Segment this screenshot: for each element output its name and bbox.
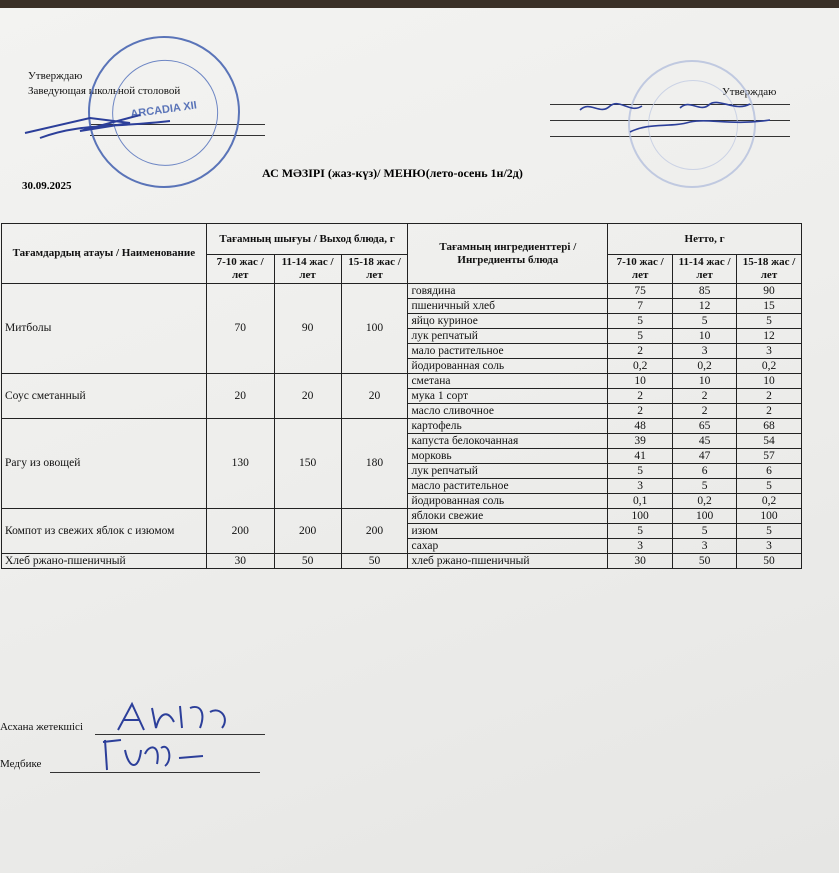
ingredient-netto-cell: 5: [737, 314, 802, 329]
ingredient-name-cell: яйцо куриное: [408, 314, 608, 329]
dish-output-cell: 150: [274, 419, 341, 509]
ingredient-name-cell: мука 1 сорт: [408, 389, 608, 404]
ingredient-netto-cell: 47: [673, 449, 737, 464]
ingredient-netto-cell: 5: [608, 464, 673, 479]
ingredient-netto-cell: 0,2: [673, 494, 737, 509]
dish-name-cell: Компот из свежих яблок с изюмом: [2, 509, 207, 554]
ingredient-netto-cell: 68: [737, 419, 802, 434]
document-title: АС МӘЗІРІ (жаз-күз)/ МЕНЮ(лето-осень 1н/2д): [262, 166, 523, 180]
ingredient-netto-cell: 5: [673, 314, 737, 329]
ingredient-name-cell: хлеб ржано-пшеничный: [408, 554, 608, 569]
header-output-age3: 15-18 жас / лет: [341, 255, 408, 284]
table-row: [2, 374, 802, 389]
ingredient-name-cell: йодированная соль: [408, 494, 608, 509]
left-approval-line1: Утверждаю: [28, 70, 83, 82]
ingredient-netto-cell: 0,2: [737, 359, 802, 374]
ingredient-name-cell: лук репчатый: [408, 464, 608, 479]
dish-output-cell: 30: [206, 554, 274, 569]
school-stamp: [78, 26, 250, 198]
dish-output-cell: 50: [274, 554, 341, 569]
ingredient-netto-cell: 2: [673, 389, 737, 404]
ingredient-netto-cell: 5: [608, 314, 673, 329]
dish-name-cell: Хлеб ржано-пшеничный: [2, 554, 207, 569]
header-netto-age1: 7-10 жас / лет: [608, 255, 673, 284]
ingredient-name-cell: яблоки свежие: [408, 509, 608, 524]
ingredient-netto-cell: 48: [608, 419, 673, 434]
header-ingredients: Тағамның ингредиенттері / Ингредиенты блюда: [408, 224, 608, 284]
ingredient-netto-cell: 3: [608, 479, 673, 494]
ingredient-netto-cell: 12: [673, 299, 737, 314]
ingredient-name-cell: сахар: [408, 539, 608, 554]
dish-output-cell: 50: [341, 554, 408, 569]
ingredient-netto-cell: 75: [608, 284, 673, 299]
dish-output-cell: 70: [206, 284, 274, 374]
ingredient-netto-cell: 65: [673, 419, 737, 434]
ingredient-netto-cell: 2: [673, 404, 737, 419]
ingredient-netto-cell: 100: [608, 509, 673, 524]
ingredient-netto-cell: 10: [608, 374, 673, 389]
header-output-age2: 11-14 жас / лет: [274, 255, 341, 284]
ingredient-netto-cell: 2: [608, 404, 673, 419]
ingredient-netto-cell: 0,2: [673, 359, 737, 374]
ingredient-netto-cell: 39: [608, 434, 673, 449]
cook-signature: [110, 698, 250, 738]
table-row: [2, 509, 802, 524]
dish-output-cell: 180: [341, 419, 408, 509]
ingredient-netto-cell: 5: [737, 524, 802, 539]
ingredient-name-cell: картофель: [408, 419, 608, 434]
dish-output-cell: 200: [341, 509, 408, 554]
ingredient-name-cell: говядина: [408, 284, 608, 299]
ingredient-netto-cell: 0,1: [608, 494, 673, 509]
ingredient-netto-cell: 50: [673, 554, 737, 569]
nurse-label: Медбике: [0, 758, 42, 770]
ingredient-netto-cell: 7: [608, 299, 673, 314]
dish-output-cell: 90: [274, 284, 341, 374]
dish-name-cell: Соус сметанный: [2, 374, 207, 419]
ingredient-name-cell: изюм: [408, 524, 608, 539]
header-netto-age2: 11-14 жас / лет: [673, 255, 737, 284]
cook-signature-line: [95, 734, 265, 735]
ingredient-name-cell: масло сливочное: [408, 404, 608, 419]
ingredient-netto-cell: 2: [737, 404, 802, 419]
ingredient-netto-cell: 6: [673, 464, 737, 479]
dish-output-cell: 20: [274, 374, 341, 419]
dish-output-cell: 20: [206, 374, 274, 419]
nurse-signature-line: [50, 772, 260, 773]
ingredient-netto-cell: 6: [737, 464, 802, 479]
ingredient-name-cell: капуста белокочанная: [408, 434, 608, 449]
ingredient-netto-cell: 3: [673, 344, 737, 359]
dish-output-cell: 200: [274, 509, 341, 554]
header-netto-age3: 15-18 жас / лет: [737, 255, 802, 284]
ingredient-netto-cell: 10: [673, 329, 737, 344]
ingredient-name-cell: пшеничный хлеб: [408, 299, 608, 314]
table-row: [2, 554, 802, 569]
ingredient-name-cell: мало растительное: [408, 344, 608, 359]
ingredient-netto-cell: 5: [673, 479, 737, 494]
right-approval-line1: Утверждаю: [722, 86, 777, 98]
ingredient-netto-cell: 0,2: [608, 359, 673, 374]
document-date: 30.09.2025: [22, 180, 72, 192]
dish-output-cell: 130: [206, 419, 274, 509]
ingredient-netto-cell: 3: [737, 539, 802, 554]
ingredient-name-cell: морковь: [408, 449, 608, 464]
ingredient-netto-cell: 45: [673, 434, 737, 449]
ingredient-netto-cell: 2: [608, 344, 673, 359]
dish-output-cell: 200: [206, 509, 274, 554]
header-dish-name: Тағамдардың атауы / Наименование: [2, 224, 207, 284]
ingredient-name-cell: сметана: [408, 374, 608, 389]
ingredient-netto-cell: 3: [673, 539, 737, 554]
dish-output-cell: 20: [341, 374, 408, 419]
ingredient-netto-cell: 50: [737, 554, 802, 569]
left-approval-line2: Заведующая школьной столовой: [28, 85, 181, 97]
cook-label: Асхана жетекшісі: [0, 721, 83, 733]
ingredient-netto-cell: 2: [737, 389, 802, 404]
ingredient-netto-cell: 10: [673, 374, 737, 389]
stamp-label: ARCADIA XII: [129, 99, 198, 121]
ingredient-netto-cell: 12: [737, 329, 802, 344]
ingredient-name-cell: лук репчатый: [408, 329, 608, 344]
ingredient-netto-cell: 57: [737, 449, 802, 464]
ingredient-netto-cell: 3: [608, 539, 673, 554]
dish-name-cell: Митболы: [2, 284, 207, 374]
header-output-age1: 7-10 жас / лет: [206, 255, 274, 284]
ingredient-netto-cell: 90: [737, 284, 802, 299]
ingredient-name-cell: масло растительное: [408, 479, 608, 494]
table-row: [2, 419, 802, 434]
ingredient-netto-cell: 54: [737, 434, 802, 449]
ingredient-netto-cell: 100: [673, 509, 737, 524]
ingredient-netto-cell: 41: [608, 449, 673, 464]
ingredient-netto-cell: 15: [737, 299, 802, 314]
ingredient-netto-cell: 10: [737, 374, 802, 389]
menu-document: [0, 8, 839, 873]
table-row: [2, 284, 802, 299]
ingredient-netto-cell: 5: [737, 479, 802, 494]
ingredient-netto-cell: 100: [737, 509, 802, 524]
menu-table: [1, 223, 802, 569]
ingredient-netto-cell: 5: [673, 524, 737, 539]
header-netto: Нетто, г: [608, 224, 802, 255]
dish-output-cell: 100: [341, 284, 408, 374]
ingredient-netto-cell: 85: [673, 284, 737, 299]
ingredient-netto-cell: 30: [608, 554, 673, 569]
ingredient-netto-cell: 2: [608, 389, 673, 404]
director-stamp: [628, 60, 756, 188]
ingredient-netto-cell: 5: [608, 524, 673, 539]
dish-name-cell: Рагу из овощей: [2, 419, 207, 509]
ingredient-netto-cell: 5: [608, 329, 673, 344]
ingredient-netto-cell: 0,2: [737, 494, 802, 509]
ingredient-name-cell: йодированная соль: [408, 359, 608, 374]
menu-table-body: [2, 284, 802, 569]
header-output: Тағамның шығуы / Выход блюда, г: [206, 224, 408, 255]
ingredient-netto-cell: 3: [737, 344, 802, 359]
